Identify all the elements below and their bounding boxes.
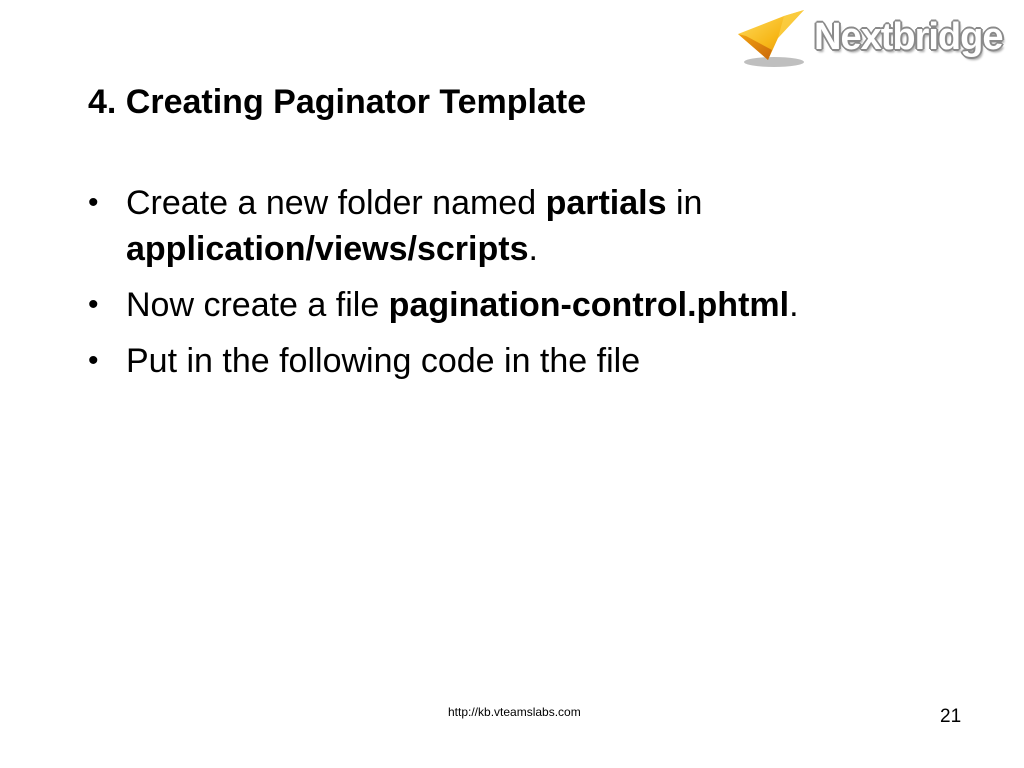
bullet-marker: • [88,288,99,321]
bullet-text: . [789,286,799,324]
bullet-marker: • [88,344,99,377]
folded-arrow-logo-icon [734,4,810,70]
bullet-marker: • [88,186,99,219]
logo-wordmark: Nextbridge [814,16,1003,58]
footer-url: http://kb.vteamslabs.com [448,705,581,719]
bullet-text: Put in the following code in the file [126,342,641,380]
bullet-emphasis: pagination-control.phtml [388,286,790,324]
nextbridge-logo [734,4,1010,70]
bullet-text: . [528,230,538,268]
bullet-item [88,282,968,328]
bullet-text: Now create a file [126,286,389,324]
bullet-text: in [666,184,703,222]
bullet-item [88,338,968,384]
slide-title: 4. Creating Paginator Template [88,83,587,121]
bullet-emphasis: partials [545,184,667,222]
bullet-item [88,180,968,272]
bullet-emphasis: application/views/scripts [126,230,529,268]
bullet-text: Create a new folder named [126,184,546,222]
slide-number: 21 [940,706,962,727]
bullet-list [88,180,968,394]
